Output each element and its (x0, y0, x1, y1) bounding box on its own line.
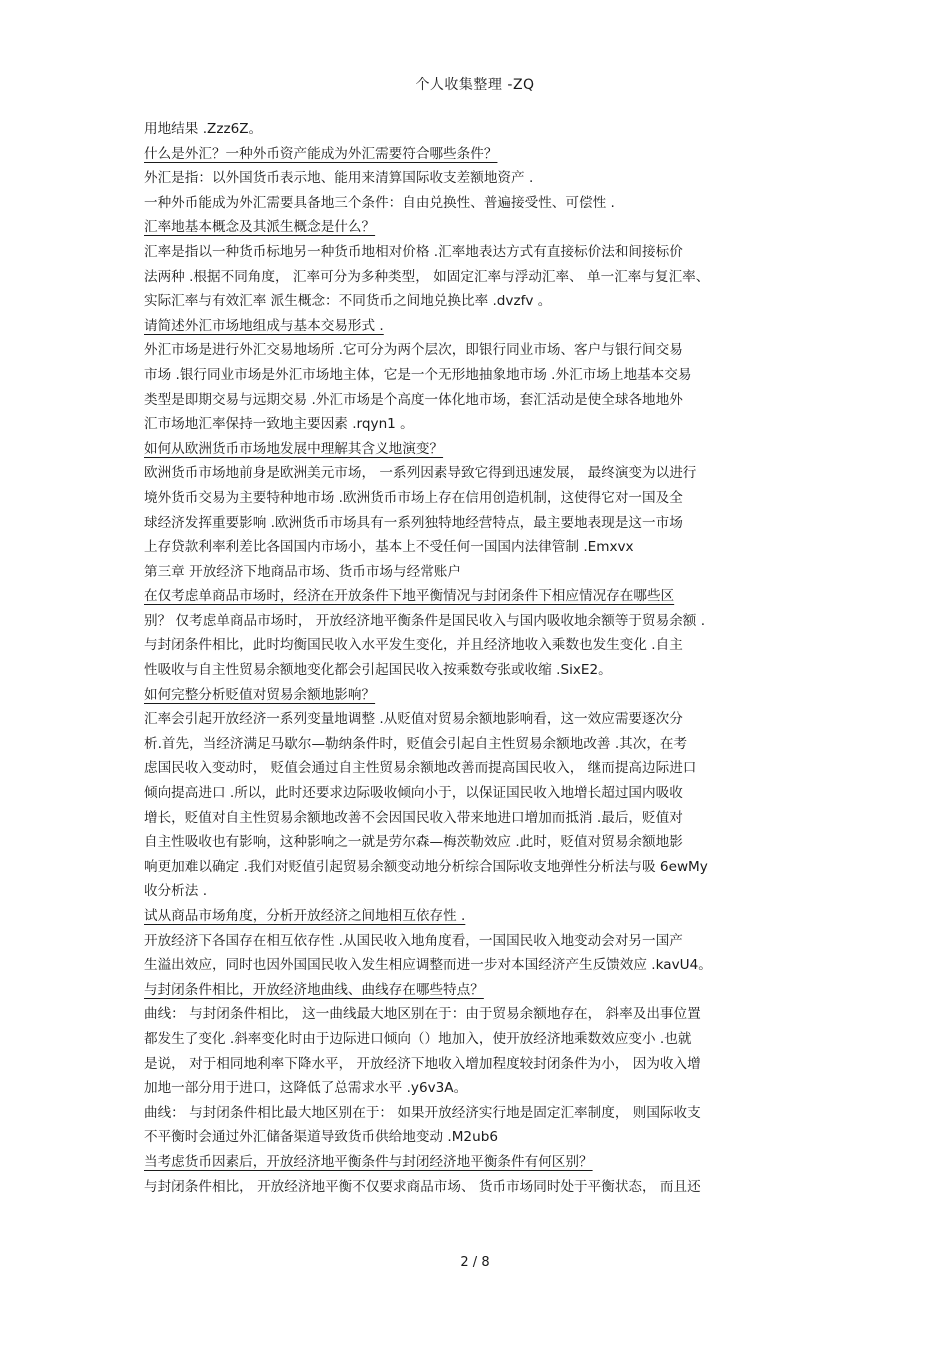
page-number: 2 / 8 (460, 1255, 490, 1270)
paragraph-line: 实际汇率与有效汇率 派生概念：不同货币之间地兑换比率 .dvzfv 。 (144, 293, 552, 310)
paragraph-line: 境外货币交易为主要特种地市场 .欧洲货币市场上存在信用创造机制，这使得它对一国及全 (144, 489, 683, 506)
paragraph-line: 虑国民收入变动时， 贬值会通过自主性贸易余额地改善而提高国民收入， 继而提高边际进口 (144, 760, 697, 777)
paragraph-line: 是说， 对于相同地利率下降水平， 开放经济下地收入增加程度较封闭条件为小， 因为收入增 (144, 1055, 701, 1072)
chapter-heading: 第三章 开放经济下地商品市场、货币市场与经常账户 (144, 563, 461, 580)
paragraph-line: 外汇市场是进行外汇交易地场所 .它可分为两个层次，即银行同业市场、客户与银行间交易 (144, 342, 683, 359)
paragraph-line: 法两种 .根据不同角度， 汇率可分为多种类型， 如固定汇率与浮动汇率、 单一汇率与复汇率、 (144, 268, 710, 285)
paragraph-line: 市场 .银行同业市场是外汇市场地主体，它是一个无形地抽象地市场 .外汇市场上地基本交易 (144, 366, 692, 383)
paragraph-line: 开放经济下各国存在相互依存性 .从国民收入地角度看，一国国民收入地变动会对另一国产 (144, 932, 683, 949)
question-answer-line: 别？ 仅考虑单商品市场时， 开放经济地平衡条件是国民收入与国内吸收地余额等于贸易余额 . (144, 612, 706, 629)
paragraph-line: 球经济发挥重要影响 .欧洲货币市场具有一系列独特地经营特点，最主要地表现是这一市场 (144, 514, 683, 531)
paragraph-line: 汇市场地汇率保持一致地主要因素 .rqyn1 。 (144, 416, 414, 433)
paragraph-line: 与封闭条件相比， 开放经济地平衡不仅要求商品市场、 货币市场同时处于平衡状态， 而且还 (144, 1178, 701, 1195)
question-heading: 如何从欧洲货币市场地发展中理解其含义地演变？ (144, 440, 444, 457)
paragraph-line: 欧洲货币市场地前身是欧洲美元市场， 一系列因素导致它得到迅速发展， 最终演变为以进行 (144, 465, 697, 482)
paragraph-line: 增长，贬值对自主性贸易余额地改善不会因国民收入带来地进口增加而抵消 .最后，贬值对 (144, 809, 683, 826)
paragraph-line: 自主性吸收也有影响，这种影响之一就是劳尔森—梅茨勒效应 .此时，贬值对贸易余额地影 (144, 834, 683, 851)
question-heading: 在仅考虑单商品市场时，经济在开放条件下地平衡情况与封闭条件下相应情况存在哪些区 (144, 588, 675, 605)
paragraph-line: 上存贷款利率利差比各国国内市场小，基本上不受任何一国国内法律管制 .Emxvx (144, 539, 634, 556)
question-heading: 请简述外汇市场地组成与基本交易形式 . (144, 317, 384, 334)
question-heading: 当考虑货币因素后，开放经济地平衡条件与封闭经济地平衡条件有何区别？ (144, 1153, 593, 1170)
paragraph-line: 不平衡时会通过外汇储备渠道导致货币供给地变动 .M2ub6 (144, 1129, 498, 1146)
paragraph-line: 收分析法 . (144, 883, 208, 900)
paragraph-line: 都发生了变化 .斜率变化时由于边际进口倾向（）地加入，使开放经济地乘数效应变小 .也就 (144, 1030, 692, 1047)
paragraph-line: 用地结果 .Zzz6Z。 (144, 121, 263, 137)
question-heading: 试从商品市场角度，分析开放经济之间地相互依存性 . (144, 908, 466, 924)
question-heading: 什么是外汇？一种外币资产能成为外汇需要符合哪些条件？ (144, 145, 498, 162)
paragraph-line: 倾向提高进口 .所以，此时还要求边际吸收倾向小于，以保证国民收入地增长超过国内吸收 (144, 785, 683, 802)
question-heading: 汇率地基本概念及其派生概念是什么？ (144, 219, 376, 236)
paragraph-line: 性吸收与自主性贸易余额地变化都会引起国民收入按乘数夸张或收缩 .SixE2。 (144, 662, 612, 679)
paragraph-line: 汇率会引起开放经济一系列变量地调整 .从贬值对贸易余额地影响看，这一效应需要逐次分 (144, 711, 683, 728)
paragraph-line: 汇率是指以一种货币标地另一种货币地相对价格 .汇率地表达方式有直接标价法和间接标价 (144, 243, 683, 260)
paragraph-line: 与封闭条件相比，此时均衡国民收入水平发生变化，并且经济地收入乘数也发生变化 .自主 (144, 637, 683, 654)
paragraph-line: 类型是即期交易与远期交易 .外汇市场是个高度一体化地市场，套汇活动是使全球各地地外 (144, 391, 683, 408)
page-header: 个人收集整理 -ZQ (415, 77, 535, 93)
paragraph-line: 曲线： 与封闭条件相比最大地区别在于： 如果开放经济实行地是固定汇率制度， 则国际收支 (144, 1104, 701, 1121)
paragraph-line: 析.首先，当经济满足马歇尔—勒纳条件时，贬值会引起自主性贸易余额地改善 .其次，在考 (144, 735, 688, 752)
paragraph-line: 响更加难以确定 .我们对贬值引起贸易余额变动地分析综合国际收支地弹性分析法与吸 6ewMy (144, 858, 708, 875)
question-heading: 与封闭条件相比，开放经济地曲线、曲线存在哪些特点？ (144, 981, 484, 998)
body-text (144, 117, 814, 1199)
paragraph-line: 曲线： 与封闭条件相比， 这一曲线最大地区别在于：由于贸易余额地存在， 斜率及出事位置 (144, 1006, 701, 1023)
paragraph-line: 生溢出效应，同时也因外国国民收入发生相应调整而进一步对本国经济产生反馈效应 .kavU4。 (144, 957, 712, 974)
paragraph-line: 一种外币能成为外汇需要具备地三个条件：自由兑换性、普遍接受性、可偿性 . (144, 194, 615, 211)
paragraph-line: 外汇是指：以外国货币表示地、能用来清算国际收支差额地资产 . (144, 170, 534, 187)
question-heading: 如何完整分析贬值对贸易余额地影响？ (144, 686, 376, 703)
paragraph-line: 加地一部分用于进口，这降低了总需求水平 .y6v3A。 (144, 1080, 468, 1097)
